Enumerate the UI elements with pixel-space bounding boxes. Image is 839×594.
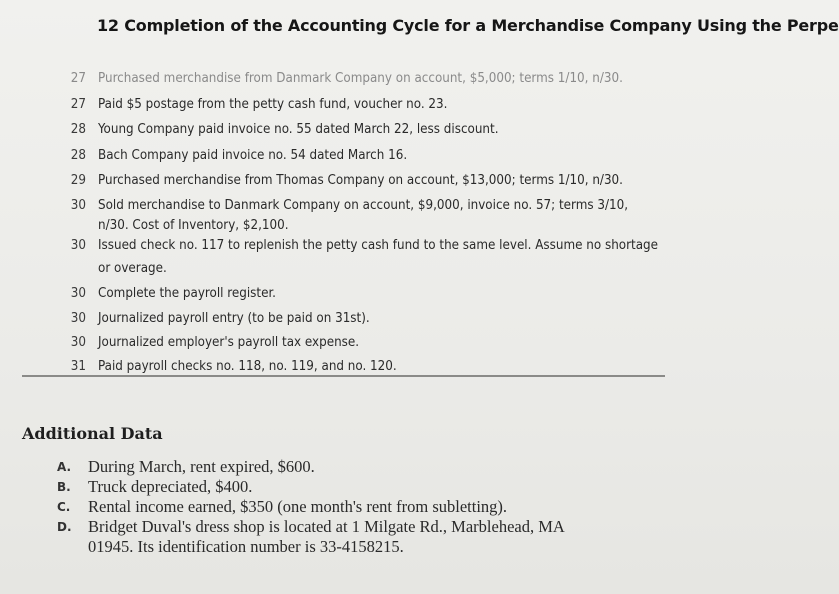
transaction-day: 28: [70, 122, 86, 137]
section-divider: [22, 375, 665, 377]
transaction-day: 30: [70, 286, 86, 301]
transaction-text: Young Company paid invoice no. 55 dated March 22, less discount.: [98, 122, 499, 137]
transaction-day: 28: [70, 148, 86, 163]
transaction-text: Sold merchandise to Danmark Company on account, $9,000, invoice no. 57; terms 3/10,: [98, 198, 629, 213]
transaction-day: 27: [70, 97, 86, 112]
transaction-text: Complete the payroll register.: [98, 286, 276, 301]
transaction-text: Paid $5 postage from the petty cash fund, voucher no. 23.: [98, 97, 448, 112]
transaction-text-continued: n/30. Cost of Inventory, $2,100.: [98, 218, 289, 233]
transaction-day: 31: [70, 359, 86, 374]
item-text-continued: 01945. Its identification number is 33-4158215.: [88, 537, 404, 556]
transaction-text: Bach Company paid invoice no. 54 dated March 16.: [98, 148, 408, 163]
item-text: Truck depreciated, $400.: [88, 477, 253, 496]
item-text: Rental income earned, $350 (one month's rent from subletting).: [88, 497, 508, 516]
page-title: 12 Completion of the Accounting Cycle for a Merchandise Company Using the Perpe: [97, 16, 839, 35]
transaction-day: 30: [70, 335, 86, 350]
transaction-text: Journalized payroll entry (to be paid on 31st).: [98, 311, 370, 326]
transaction-day: 30: [70, 198, 86, 213]
transaction-text-continued: or overage.: [98, 261, 167, 276]
transaction-day: 30: [70, 238, 86, 253]
transaction-day: 29: [70, 173, 86, 188]
item-letter: D.: [57, 520, 72, 534]
transaction-day: 30: [70, 311, 86, 326]
additional-data-heading: Additional Data: [22, 424, 163, 443]
item-letter: B.: [57, 480, 71, 494]
transaction-text: Journalized employer's payroll tax expense.: [98, 335, 360, 350]
item-text: Bridget Duval's dress shop is located at 1 Milgate Rd., Marblehead, MA: [88, 517, 565, 536]
transaction-day: 27: [70, 71, 86, 86]
transaction-text: Purchased merchandise from Thomas Company on account, $13,000; terms 1/10, n/30.: [98, 173, 623, 188]
item-letter: A.: [57, 460, 72, 474]
transaction-text: Paid payroll checks no. 118, no. 119, and no. 120.: [98, 359, 397, 374]
transaction-text: Purchased merchandise from Danmark Company on account, $5,000; terms 1/10, n/30.: [98, 71, 623, 86]
transaction-text: Issued check no. 117 to replenish the petty cash fund to the same level. Assume no shortage: [98, 238, 659, 253]
item-text: During March, rent expired, $600.: [88, 457, 315, 476]
item-letter: C.: [57, 500, 71, 514]
